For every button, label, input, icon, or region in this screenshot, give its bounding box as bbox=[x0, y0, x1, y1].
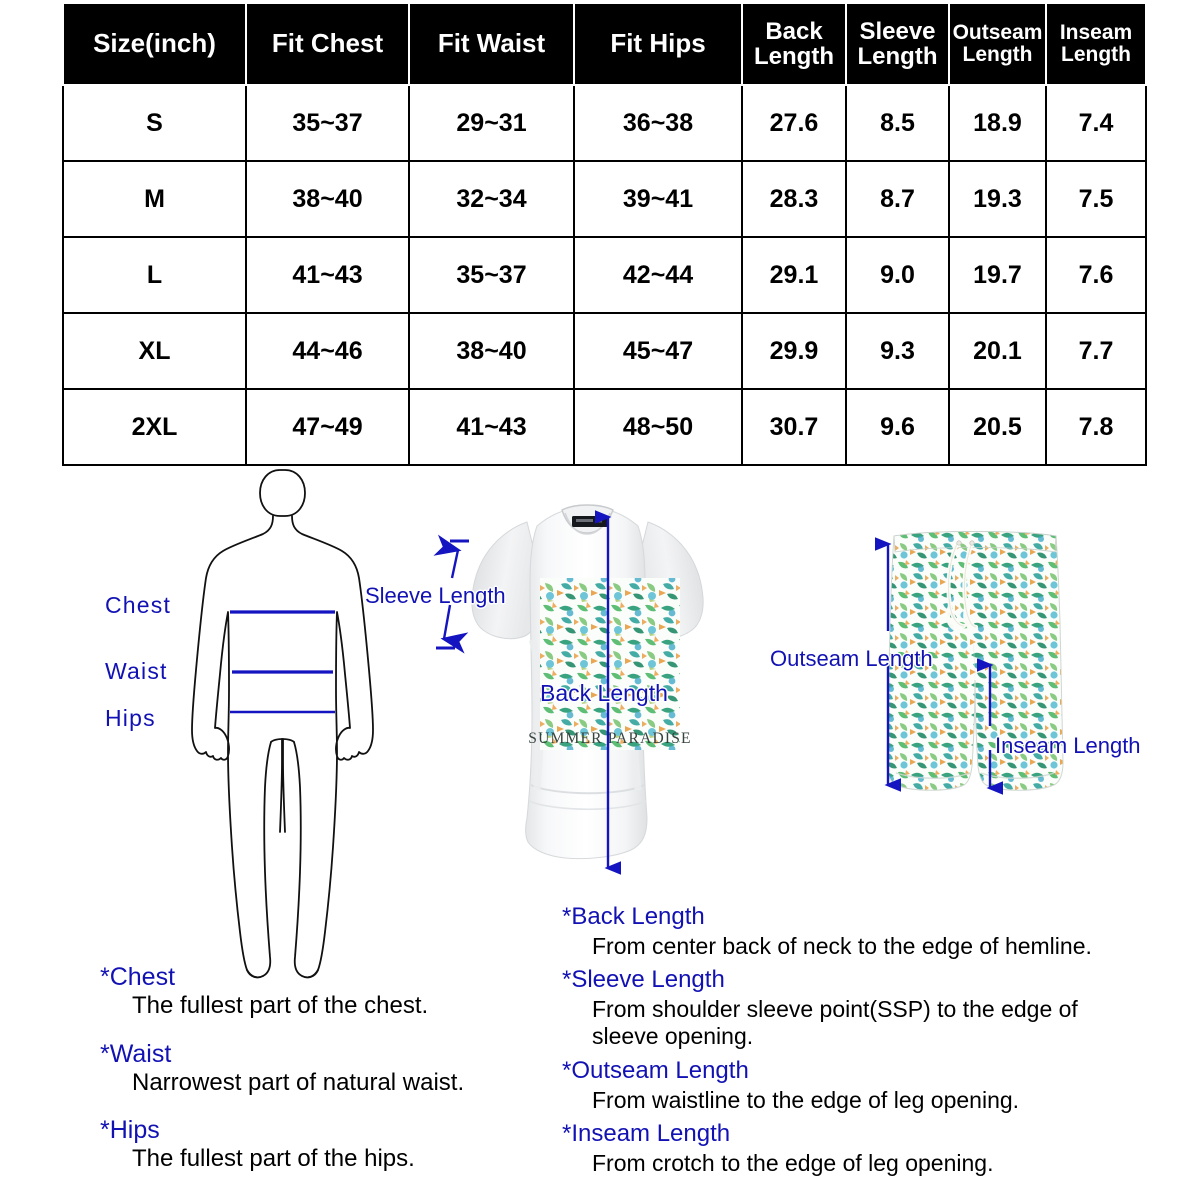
cell-size: M bbox=[63, 161, 246, 237]
cell-fit-waist: 35~37 bbox=[409, 237, 574, 313]
cell-back-length: 28.3 bbox=[742, 161, 846, 237]
table-row bbox=[63, 161, 1146, 237]
cell-fit-hips: 48~50 bbox=[574, 389, 742, 465]
column-header-sleeve-length: Sleeve Length bbox=[846, 3, 949, 85]
column-header-inseam-length: Inseam Length bbox=[1046, 3, 1146, 85]
cell-inseam-length: 7.6 bbox=[1046, 237, 1146, 313]
cell-fit-chest: 41~43 bbox=[246, 237, 409, 313]
body-label-waist: Waist bbox=[105, 658, 168, 684]
cell-back-length: 27.6 bbox=[742, 85, 846, 161]
cell-back-length: 30.7 bbox=[742, 389, 846, 465]
table-header-row bbox=[63, 3, 1146, 85]
cell-size: L bbox=[63, 237, 246, 313]
cell-sleeve-length: 9.3 bbox=[846, 313, 949, 389]
column-header-fit-hips: Fit Hips bbox=[574, 3, 742, 85]
column-header-outseam-length: Outseam Length bbox=[949, 3, 1046, 85]
cell-fit-waist: 32~34 bbox=[409, 161, 574, 237]
definition-desc-sleeve-length: From shoulder sleeve point(SSP) to the edge of sleeve opening. bbox=[592, 996, 1078, 1050]
column-header-fit-waist: Fit Waist bbox=[409, 3, 574, 85]
definition-desc-inseam-length: From crotch to the edge of leg opening. bbox=[592, 1149, 994, 1176]
cell-inseam-length: 7.5 bbox=[1046, 161, 1146, 237]
cell-fit-hips: 45~47 bbox=[574, 313, 742, 389]
column-header-size: Size(inch) bbox=[63, 3, 246, 85]
definitions-body bbox=[100, 963, 570, 1193]
cell-outseam-length: 19.3 bbox=[949, 161, 1046, 237]
size-chart-table-container bbox=[62, 2, 1145, 466]
definition-desc-back-length: From center back of neck to the edge of hemline. bbox=[592, 932, 1092, 959]
definition-term-outseam-length: *Outseam Length bbox=[562, 1056, 749, 1084]
column-header-back-length: Back Length bbox=[742, 3, 846, 85]
definition-term-waist: *Waist bbox=[100, 1039, 172, 1068]
table-row bbox=[63, 237, 1146, 313]
cell-outseam-length: 20.5 bbox=[949, 389, 1046, 465]
cell-size: XL bbox=[63, 313, 246, 389]
cell-inseam-length: 7.7 bbox=[1046, 313, 1146, 389]
cell-fit-chest: 38~40 bbox=[246, 161, 409, 237]
cell-size: S bbox=[63, 85, 246, 161]
body-label-chest: Chest bbox=[105, 592, 172, 618]
cell-inseam-length: 7.8 bbox=[1046, 389, 1146, 465]
cell-sleeve-length: 8.7 bbox=[846, 161, 949, 237]
cell-back-length: 29.1 bbox=[742, 237, 846, 313]
column-header-fit-chest: Fit Chest bbox=[246, 3, 409, 85]
definition-desc-outseam-length: From waistline to the edge of leg opening. bbox=[592, 1086, 1020, 1113]
inseam-length-arrow bbox=[977, 658, 1003, 796]
cell-outseam-length: 20.1 bbox=[949, 313, 1046, 389]
definitions-garment bbox=[562, 903, 1122, 1183]
diagram-label-inseam-length: Inseam Length bbox=[995, 733, 1141, 758]
definition-term-chest: *Chest bbox=[100, 963, 176, 991]
definition-desc-chest: The fullest part of the chest. bbox=[132, 992, 429, 1019]
table-body bbox=[63, 85, 1146, 465]
diagram-label-back-length: Back Length bbox=[540, 680, 668, 706]
diagram-label-outseam-length: Outseam Length bbox=[770, 646, 933, 671]
cell-fit-chest: 44~46 bbox=[246, 313, 409, 389]
cell-sleeve-length: 9.6 bbox=[846, 389, 949, 465]
definition-term-back-length: *Back Length bbox=[562, 903, 705, 930]
cell-fit-hips: 39~41 bbox=[574, 161, 742, 237]
definition-term-inseam-length: *Inseam Length bbox=[562, 1119, 731, 1147]
cell-fit-hips: 42~44 bbox=[574, 237, 742, 313]
cell-outseam-length: 18.9 bbox=[949, 85, 1046, 161]
table-row bbox=[63, 389, 1146, 465]
cell-fit-hips: 36~38 bbox=[574, 85, 742, 161]
cell-fit-chest: 47~49 bbox=[246, 389, 409, 465]
definition-term-sleeve-length: *Sleeve Length bbox=[562, 966, 725, 994]
tshirt-print-caption: SUMMER PARADISE bbox=[528, 730, 692, 747]
cell-sleeve-length: 8.5 bbox=[846, 85, 949, 161]
cell-outseam-length: 19.7 bbox=[949, 237, 1046, 313]
size-chart-table bbox=[62, 2, 1147, 466]
definition-desc-hips: The fullest part of the hips. bbox=[132, 1145, 415, 1173]
definition-term-hips: *Hips bbox=[100, 1116, 160, 1145]
cell-fit-waist: 41~43 bbox=[409, 389, 574, 465]
table-row bbox=[63, 85, 1146, 161]
cell-fit-chest: 35~37 bbox=[246, 85, 409, 161]
cell-size: 2XL bbox=[63, 389, 246, 465]
cell-back-length: 29.9 bbox=[742, 313, 846, 389]
cell-fit-waist: 38~40 bbox=[409, 313, 574, 389]
cell-sleeve-length: 9.0 bbox=[846, 237, 949, 313]
diagram-label-sleeve-length: Sleeve Length bbox=[365, 583, 506, 608]
cell-fit-waist: 29~31 bbox=[409, 85, 574, 161]
cell-inseam-length: 7.4 bbox=[1046, 85, 1146, 161]
definition-desc-waist: Narrowest part of natural waist. bbox=[132, 1068, 465, 1096]
body-label-hips: Hips bbox=[105, 705, 156, 731]
human-body-diagram bbox=[185, 462, 410, 987]
table-row bbox=[63, 313, 1146, 389]
